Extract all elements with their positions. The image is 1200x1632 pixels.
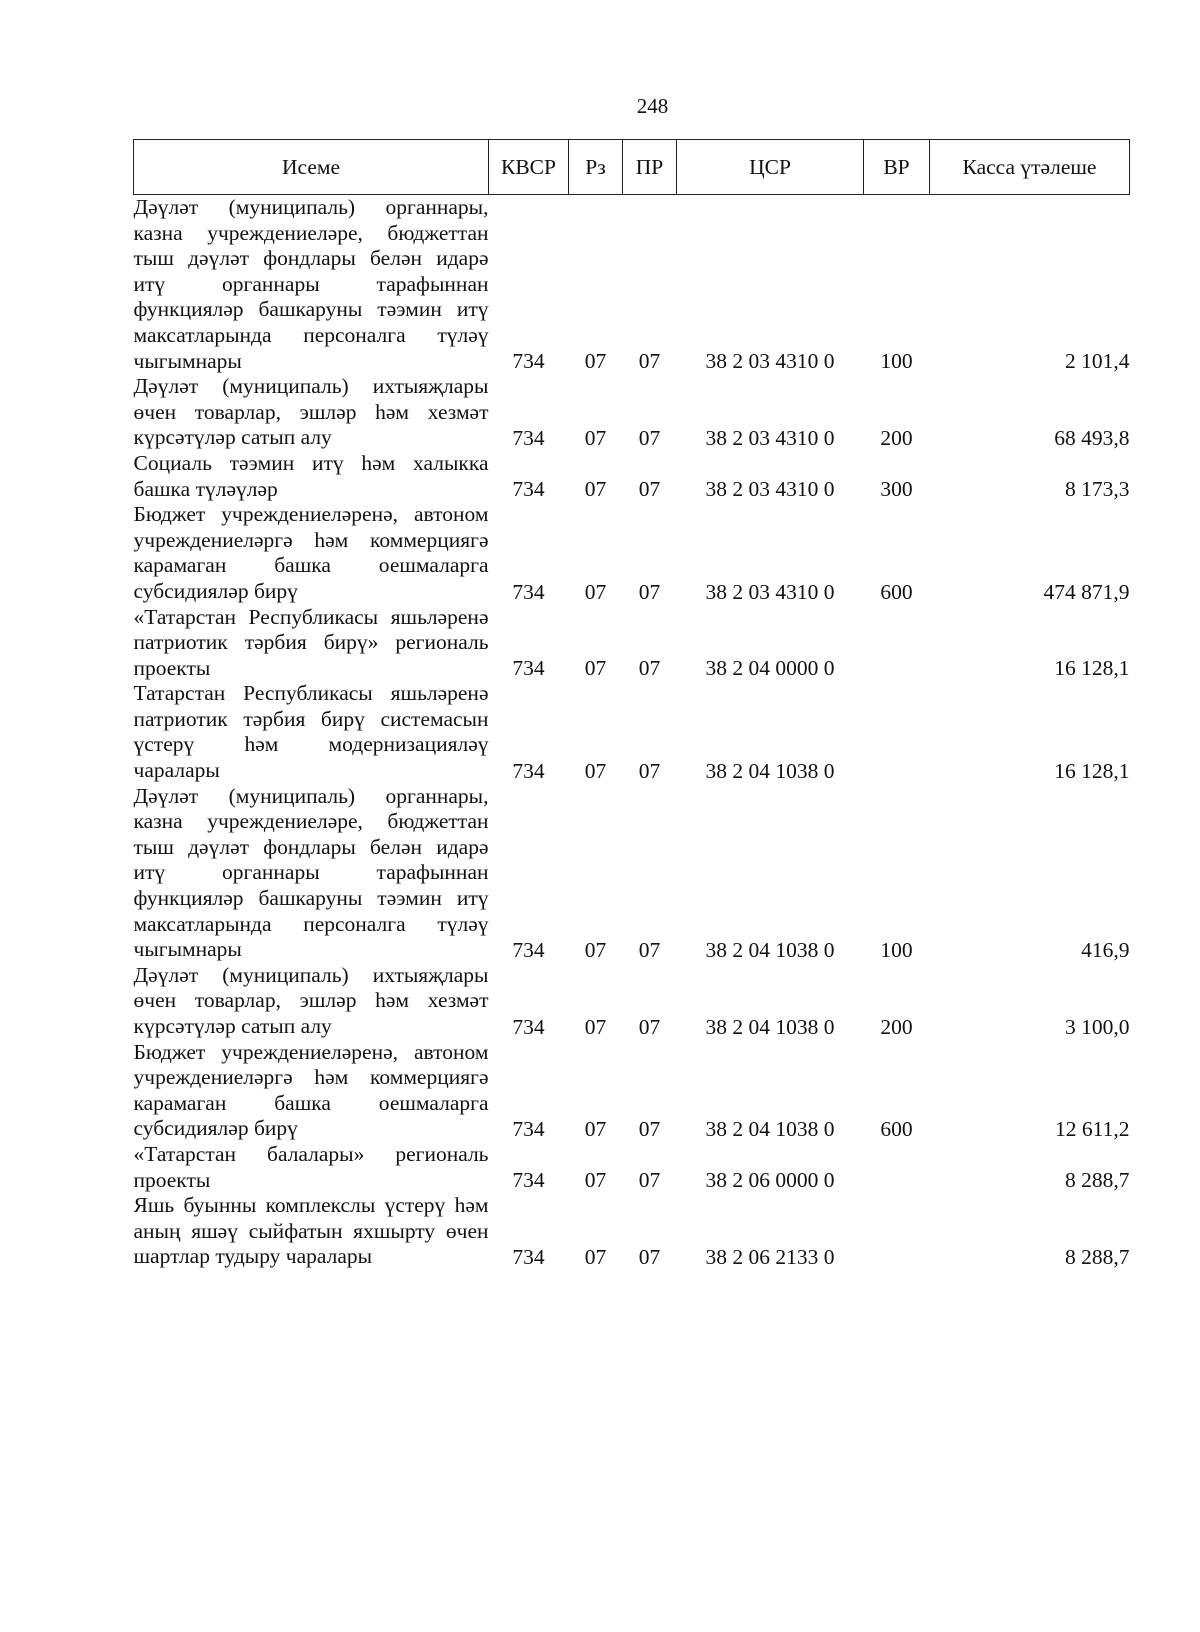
table-row [134, 605, 1130, 682]
header-rz: Рз [569, 140, 623, 195]
row-vr: 600 [880, 579, 913, 604]
row-vr: 600 [880, 1116, 913, 1141]
row-pr: 07 [638, 1116, 661, 1141]
table-row [134, 374, 1130, 451]
row-vr [864, 605, 930, 682]
row-csr: 38 2 04 1038 0 [705, 937, 835, 962]
row-name: Бюджет учреждениеләренә, автоном учреждениеләргә һәм коммерциягә карамаган башка оешмаларга субсидияләр бирү [133, 502, 489, 603]
row-name: Дәүләт (муниципаль) ихтыяҗлары өчен товарлар, эшләр һәм хезмәт күрсәтүләр сатып алу [133, 962, 489, 1038]
row-name: Яшь буынны комплекслы үстерү һәм аның яшәү сыйфатын яхшырту өчен шартлар тудыру чаралары [133, 1193, 489, 1269]
table-row [134, 784, 1130, 963]
header-csr: ЦСР [677, 140, 864, 195]
row-vr: 200 [880, 1014, 913, 1039]
row-amount: 8 173,3 [1065, 477, 1130, 502]
row-kvsr: 734 [512, 758, 545, 783]
row-kvsr: 734 [512, 579, 545, 604]
row-name: Татарстан Республикасы яшьләренә патриотик тәрбия бирү системасын үстерү һәм модернизацияләү чаралары [133, 681, 489, 783]
row-pr: 07 [638, 1244, 661, 1269]
row-amount: 68 493,8 [1054, 425, 1130, 450]
table-header-row [134, 140, 1130, 195]
row-kvsr: 734 [512, 1168, 545, 1193]
row-pr: 07 [638, 758, 661, 783]
row-amount: 16 128,1 [1054, 758, 1130, 783]
row-amount: 474 871,9 [1043, 579, 1130, 604]
table-row [134, 963, 1130, 1040]
row-vr: 300 [880, 477, 913, 502]
row-vr: 100 [880, 349, 913, 374]
row-vr: 200 [880, 425, 913, 450]
row-name: Дәүләт (муниципаль) органнары, казна учреждениеләре, бюджеттан тыш дәүләт фондлары белән идарә итү органнары тарафыннан функцияләр башкаруны тәэмин итү максатларында персоналга түләү чыгымнары [133, 783, 489, 962]
row-pr: 07 [638, 656, 661, 681]
row-name: Дәүләт (муниципаль) органнары, казна учреждениеләре, бюджеттан тыш дәүләт фондлары белән идарә итү органнары тарафыннан функцияләр башкаруны тәэмин итү максатларында персоналга түләү чыгымнары [133, 195, 489, 373]
row-pr: 07 [638, 579, 661, 604]
row-vr: 100 [880, 937, 913, 962]
row-rz: 07 [584, 758, 607, 783]
budget-table [133, 139, 1130, 1270]
table-row [134, 1193, 1130, 1270]
row-rz: 07 [584, 1168, 607, 1193]
row-vr [864, 1142, 930, 1193]
row-csr: 38 2 04 0000 0 [705, 656, 835, 681]
row-amount: 3 100,0 [1065, 1014, 1130, 1039]
table-row [134, 1142, 1130, 1193]
row-csr: 38 2 03 4310 0 [705, 579, 835, 604]
row-name: Социаль тәэмин итү һәм халыкка башка түләүләр [133, 450, 489, 501]
row-rz: 07 [584, 937, 607, 962]
header-amount: Касса үтәлеше [930, 140, 1130, 195]
row-rz: 07 [584, 425, 607, 450]
row-name: «Татарстан балалары» региональ проекты [133, 1141, 489, 1192]
row-name: «Татарстан Республикасы яшьләренә патриотик тәрбия бирү» региональ проекты [133, 604, 489, 680]
table-row [134, 502, 1130, 604]
row-pr: 07 [638, 425, 661, 450]
row-vr [864, 681, 930, 783]
row-rz: 07 [584, 477, 607, 502]
table-row [134, 451, 1130, 502]
row-rz: 07 [584, 1116, 607, 1141]
row-kvsr: 734 [512, 349, 545, 374]
row-csr: 38 2 04 1038 0 [705, 758, 835, 783]
row-name: Дәүләт (муниципаль) ихтыяҗлары өчен товарлар, эшләр һәм хезмәт күрсәтүләр сатып алу [133, 374, 489, 450]
row-rz: 07 [584, 349, 607, 374]
row-pr: 07 [638, 477, 661, 502]
row-pr: 07 [638, 349, 661, 374]
row-kvsr: 734 [512, 937, 545, 962]
row-rz: 07 [584, 579, 607, 604]
row-rz: 07 [584, 656, 607, 681]
row-amount: 416,9 [1081, 937, 1130, 962]
row-kvsr: 734 [512, 1244, 545, 1269]
row-csr: 38 2 03 4310 0 [705, 425, 835, 450]
row-pr: 07 [638, 1014, 661, 1039]
row-name: Бюджет учреждениеләренә, автоном учреждениеләргә һәм коммерциягә карамаган башка оешмаларга субсидияләр бирү [133, 1039, 489, 1141]
row-csr: 38 2 04 1038 0 [705, 1014, 835, 1039]
table-row [134, 195, 1130, 375]
row-kvsr: 734 [512, 425, 545, 450]
header-kvsr: КВСР [489, 140, 569, 195]
row-rz: 07 [584, 1014, 607, 1039]
table-row [134, 681, 1130, 783]
header-vr: ВР [864, 140, 930, 195]
row-pr: 07 [638, 1168, 661, 1193]
row-amount: 8 288,7 [1065, 1168, 1130, 1193]
row-vr [864, 1193, 930, 1270]
row-pr: 07 [638, 937, 661, 962]
page-number: 248 [636, 94, 669, 118]
row-amount: 8 288,7 [1065, 1244, 1130, 1269]
table-row [134, 1040, 1130, 1142]
row-amount: 12 611,2 [1055, 1116, 1130, 1141]
row-kvsr: 734 [512, 477, 545, 502]
header-name: Исеме [134, 140, 489, 195]
header-pr: ПР [623, 140, 677, 195]
row-amount: 2 101,4 [1065, 349, 1130, 374]
row-csr: 38 2 03 4310 0 [705, 477, 835, 502]
row-csr: 38 2 03 4310 0 [705, 349, 835, 374]
row-csr: 38 2 04 1038 0 [705, 1116, 835, 1141]
row-kvsr: 734 [512, 1116, 545, 1141]
row-csr: 38 2 06 0000 0 [705, 1168, 835, 1193]
row-csr: 38 2 06 2133 0 [705, 1244, 835, 1269]
row-kvsr: 734 [512, 656, 545, 681]
row-kvsr: 734 [512, 1014, 545, 1039]
row-amount: 16 128,1 [1054, 656, 1130, 681]
row-rz: 07 [584, 1244, 607, 1269]
